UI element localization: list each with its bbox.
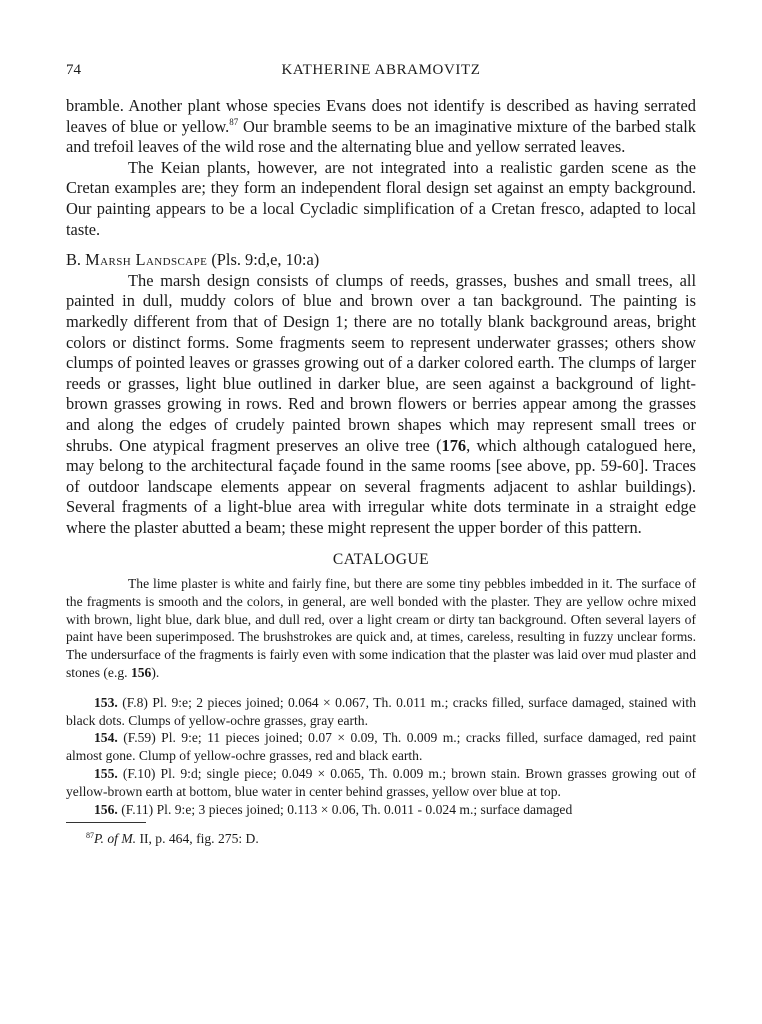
- footnote-ref: 87: [229, 116, 239, 127]
- footnote-source: P. of M.: [94, 831, 137, 847]
- catalogue-heading: CATALOGUE: [332, 551, 430, 569]
- catalogue-entries: [66, 694, 696, 819]
- section-heading: [66, 250, 696, 271]
- entry-text: (F.10) Pl. 9:d; single piece; 0.049 × 0.065, Th. 0.009 m.; brown stain. Brown grasses growing out of yellow-brown earth at bottom, blue water in center behind grasses, yellow over blue at top.: [66, 766, 696, 799]
- catalogue-intro-text-b: ).: [151, 665, 160, 681]
- paragraph-2: The Keian plants, however, are not integrated into a realistic garden scene as the Cretan examples are; they form an independent floral design set against an empty background. Our painting appears to be a local Cycladic simplification of a Cretan fresco, adapted to local taste.: [66, 157, 696, 239]
- section-plate-refs: (Pls. 9:d,e, 10:a): [207, 250, 320, 270]
- footnote-divider: [66, 822, 146, 823]
- page-header: [66, 62, 696, 84]
- entry-number: 155.: [94, 766, 118, 782]
- body-text: [66, 96, 696, 848]
- page-number: 74: [66, 62, 81, 78]
- catalogue-entry: [66, 694, 696, 730]
- paragraph-1-text-a: bramble. Another plant whose species Evans does not identify is described as having serrated leaves of blue or yellow.: [66, 96, 696, 136]
- section-letter: B.: [66, 250, 86, 270]
- entry-text: (F.11) Pl. 9:e; 3 pieces joined; 0.113 × 0.06, Th. 0.011 - 0.024 m.; surface damaged: [117, 801, 573, 817]
- catalogue-entry: [66, 801, 696, 819]
- catalogue-entry: [66, 765, 696, 801]
- entry-number: 154.: [94, 730, 118, 746]
- entry-number: 153.: [94, 694, 118, 710]
- catalogue-ref: 176: [441, 435, 467, 455]
- entry-text: (F.59) Pl. 9:e; 11 pieces joined; 0.07 × 0.09, Th. 0.009 m.; cracks filled, surface damaged, red paint almost gone. Clump of yellow-ochre grasses, red and black earth.: [66, 730, 696, 764]
- footnote-mark: 87: [86, 831, 94, 841]
- catalogue-intro: [66, 575, 696, 682]
- footnote: [66, 827, 696, 848]
- paragraph-1-text-b: Our bramble seems to be an imaginative mixture of the barbed stalk and trefoil leaves of the wild rose and the alternating blue and yellow serrated leaves.: [66, 116, 696, 157]
- catalogue-entry: [66, 729, 696, 765]
- running-title: KATHERINE ABRAMOVITZ: [281, 62, 481, 78]
- paragraph-3-text-b: , which although catalogued here, may belong to the architectural façade found in the same rooms [see above, pp. 59-60]. Traces of outdoor landscape elements appear on several fragments adjacent to ashlar buildings). Several fragments of a light-blue area with irregular white dots terminate in a straight edge where the plaster abutted a beam; these might represent the upper border of this pattern.: [66, 435, 696, 537]
- entry-text: (F.8) Pl. 9:e; 2 pieces joined; 0.064 × 0.067, Th. 0.011 m.; cracks filled, surface damaged, stained with black dots. Clumps of yellow-ochre grasses, gray earth.: [66, 694, 696, 728]
- entry-number: 156.: [94, 801, 118, 817]
- paragraph-1: [66, 96, 696, 158]
- paragraph-3-text-a: The marsh design consists of clumps of reeds, grasses, bushes and small trees, all painted in dull, muddy colors of blue and brown over a tan background. The painting is markedly different from that of Design 1; there are no totally blank background areas, bright colors or distinct forms. Some fragments seem to represent underwater grasses; others show clumps of pointed leaves or grasses growing out of a darker colored earth. The clumps of larger reeds or grasses, light blue outlined in darker blue, are seen against a background of light-brown grasses growing in rows. Red and brown flowers or berries appear among the grasses and along the edges of crudely painted brown shapes which may represent small trees or shrubs. One atypical fragment preserves an olive tree (: [66, 270, 696, 455]
- catalogue-intro-text-a: The lime plaster is white and fairly fine, but there are some tiny pebbles imbedded in it. The surface of the fragments is smooth and the colors, in general, are well bonded with the plaster. They are yellow ochre mixed with brown, light blue, dark blue, and dull red, over a light cream or dirty tan background. Often several layers of paint have been superimposed. The brushstrokes are quick and, at times, careless, resulting in fuzzy unclear forms. The undersurface of the fragments is fairly even with some indication that the plaster was laid over mud plaster and stones (e.g.: [66, 576, 696, 681]
- footnote-text: II, p. 464, fig. 275: D.: [136, 831, 259, 847]
- paragraph-3: [66, 271, 696, 539]
- section-title: Marsh Landscape: [85, 250, 208, 270]
- catalogue-intro-ref: 156: [130, 665, 152, 681]
